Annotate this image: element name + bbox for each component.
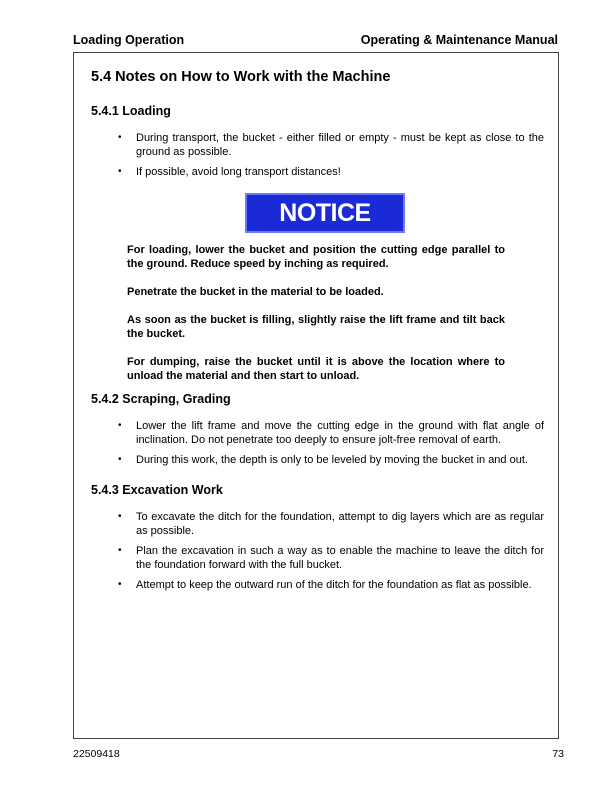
- list-item: • Attempt to keep the outward run of the ditch for the foundation as flat as possible.: [118, 578, 544, 592]
- footer-document-number: 22509418: [73, 748, 120, 760]
- content-frame: [73, 52, 559, 739]
- list-item: • Plan the excavation in such a way as to enable the machine to leave the ditch for the foundation forward with the full bucket.: [118, 544, 544, 572]
- excavation-bullet-list: [118, 510, 544, 598]
- list-item: • During transport, the bucket - either filled or empty - must be kept as close to the ground as possible.: [118, 131, 544, 159]
- scraping-bullet-list: [118, 419, 544, 473]
- section-title: 5.4 Notes on How to Work with the Machine: [91, 69, 391, 85]
- header-chapter-title: Loading Operation: [73, 33, 185, 47]
- notice-label: NOTICE: [279, 199, 371, 227]
- notice-paragraph: For loading, lower the bucket and position the cutting edge parallel to the ground. Reduce speed by inching as required.: [127, 244, 505, 270]
- list-item: • To excavate the ditch for the foundation, attempt to dig layers which are as regular as possible.: [118, 510, 544, 538]
- list-item: • Lower the lift frame and move the cutting edge in the ground with flat angle of inclination. Do not penetrate too deeply to ensure jolt-free removal of earth.: [118, 419, 544, 447]
- notice-paragraph: As soon as the bucket is filling, slightly raise the lift frame and tilt back the bucket.: [127, 314, 505, 340]
- list-item: • If possible, avoid long transport distances!: [118, 165, 544, 179]
- notice-text-block: [127, 243, 505, 397]
- page-header: [73, 33, 558, 49]
- subsection-title-excavation: 5.4.3 Excavation Work: [91, 483, 223, 497]
- notice-banner: [245, 193, 405, 233]
- notice-paragraph: Penetrate the bucket in the material to be loaded.: [127, 286, 384, 298]
- subsection-title-scraping: 5.4.2 Scraping, Grading: [91, 392, 231, 406]
- subsection-title-loading: 5.4.1 Loading: [91, 104, 171, 118]
- loading-bullet-list: [118, 131, 544, 185]
- footer-page-number: 73: [552, 748, 564, 760]
- notice-paragraph: For dumping, raise the bucket until it is above the location where to unload the material and then start to unload.: [127, 356, 505, 382]
- header-manual-title: Operating & Maintenance Manual: [360, 33, 558, 47]
- list-item: • During this work, the depth is only to be leveled by moving the bucket in and out.: [118, 453, 544, 467]
